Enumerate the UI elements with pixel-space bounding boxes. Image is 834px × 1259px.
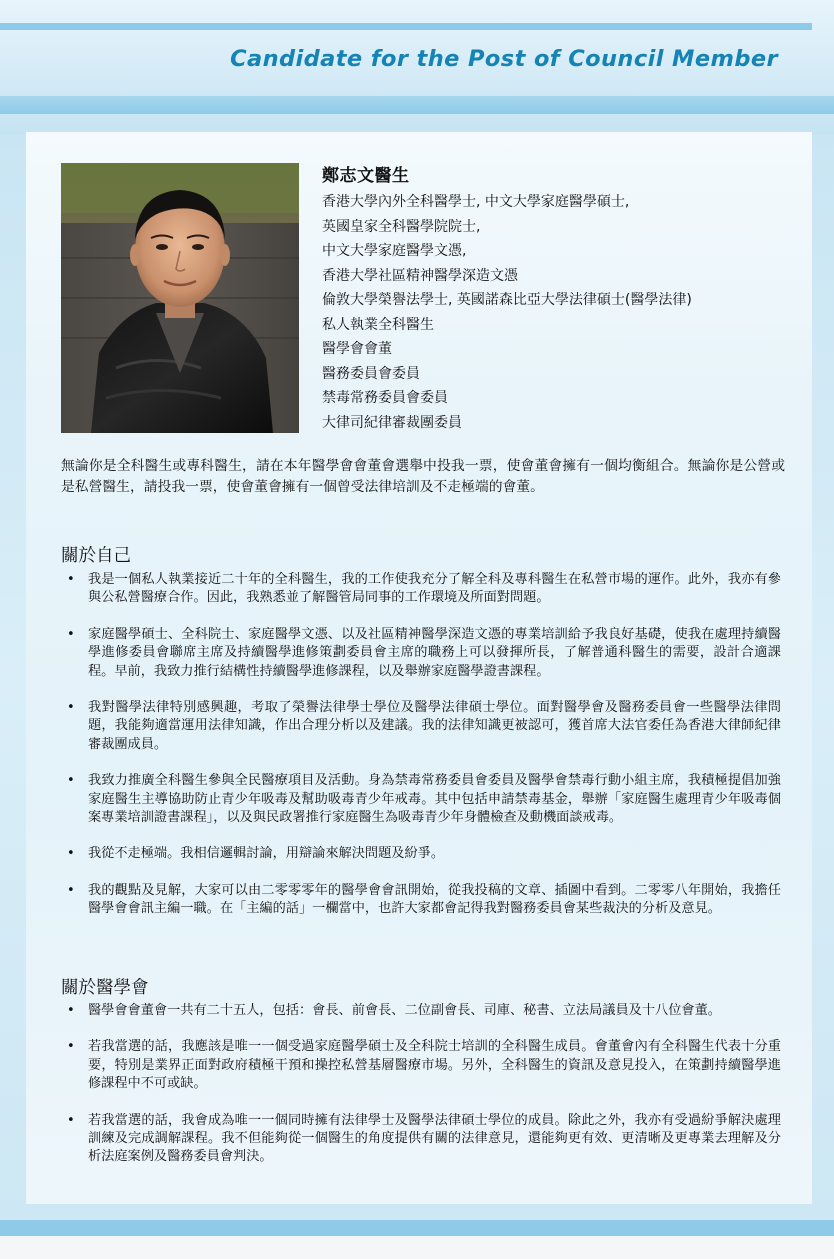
bullet-icon: • bbox=[67, 882, 75, 898]
bullet-text: 我從不走極端。我相信邏輯討論，用辯論來解決問題及紛爭。 bbox=[88, 846, 445, 862]
list-item bbox=[61, 1112, 781, 1167]
page-title: Candidate for the Post of Council Member bbox=[230, 46, 778, 72]
about-me-heading: 關於自己 bbox=[61, 546, 131, 566]
list-item bbox=[61, 1038, 781, 1093]
bullet-text: 我是一個私人執業接近二十年的全科醫生，我的工作使我充分了解全科及專科醫生在私營市場的運作。此外，我亦有參與公私營醫療合作。因此，我熟悉並了解醫管局同事的工作環境及所面對問題。 bbox=[88, 572, 781, 606]
intro-paragraph: 無論你是全科醫生或專科醫生，請在本年醫學會會董會選舉中投我一票，使會董會擁有一個均衡組合。無論你是公營或是私營醫生，請投我一票，使會董會擁有一個曾受法律培訓及不走極端的會董。 bbox=[61, 458, 785, 495]
bullet-text: 若我當選的話，我應該是唯一一個受過家庭醫學碩士及全科院士培訓的全科醫生成員。會董會內有全科醫生代表十分重要，特別是業界正面對政府積極干預和操控私營基層醫療市場。另外，全科醫生的資訊及意見投入，在策劃持續醫學進修課程中不可或缺。 bbox=[88, 1039, 781, 1092]
footer-strip bbox=[0, 1236, 834, 1259]
about-association-list bbox=[61, 1002, 781, 1167]
header-band bbox=[0, 96, 834, 114]
qualification-item: 禁毒常務委員會委員 bbox=[322, 390, 448, 406]
bullet-icon: • bbox=[67, 1003, 75, 1018]
bullet-icon: • bbox=[67, 846, 75, 862]
bullet-text: 我的觀點及見解，大家可以由二零零零年的醫學會會訊開始，從我投稿的文章、插圖中看到。二零零八年開始，我擔任醫學會會訊主編一職。在「主編的話」一欄當中，也許大家都會記得我對醫務委員會某些裁決的分析及意見。 bbox=[88, 882, 781, 917]
candidate-name: 鄭志文醫生 bbox=[322, 166, 410, 186]
qualification-item: 醫務委員會委員 bbox=[322, 365, 420, 382]
bullet-text: 我致力推廣全科醫生參與全民醫療項目及活動。身為禁毒常務委員會委員及醫學會禁毒行動小組主席，我積極提倡加強家庭醫生主導協助防止青少年吸毒及幫助吸毒青少年戒毒。其中包括申請禁毒基金，舉辦「家庭醫生處理青少年吸毒個案專業培訓證書課程」，以及與民政署推行家庭醫生為吸毒青少年身體檢查及動機面談戒毒。 bbox=[88, 773, 781, 826]
bullet-text: 若我當選的話，我會成為唯一一個同時擁有法律學士及醫學法律碩士學位的成員。除此之外，我亦有受過紛爭解決處理訓練及完成調解課程。我不但能夠從一個醫生的角度提供有關的法律意見，還能夠更有效、更清晰及更專業去理解及分析法庭案例及醫務委員會判決。 bbox=[88, 1112, 781, 1165]
qualifications-list bbox=[322, 190, 692, 435]
bullet-text: 醫學會會董會一共有二十五人，包括：會長、前會長、二位副會長、司庫、秘書、立法局議員及十八位會董。 bbox=[88, 1003, 721, 1018]
list-item bbox=[61, 626, 781, 681]
qualification-item: 倫敦大學榮譽法學士, 英國諾森比亞大學法律碩士(醫學法律) bbox=[322, 292, 692, 308]
bullet-icon: • bbox=[67, 700, 75, 716]
about-me-list bbox=[61, 571, 781, 919]
bullet-icon: • bbox=[67, 773, 75, 789]
bullet-icon: • bbox=[67, 1112, 75, 1128]
list-item bbox=[61, 845, 781, 863]
list-item bbox=[61, 571, 781, 608]
qualification-item: 醫學會會董 bbox=[322, 341, 392, 357]
qualification-item: 香港大學內外全科醫學士, 中文大學家庭醫學碩士, bbox=[322, 194, 630, 210]
list-item bbox=[61, 882, 781, 919]
bullet-text: 我對醫學法律特別感興趣，考取了榮譽法律學士學位及醫學法律碩士學位。面對醫學會及醫務委員會一些醫學法律問題，我能夠適當運用法律知識，作出合理分析以及建議。我的法律知識更被認可，獲首席大法官委任為香港大律師紀律審裁團成員。 bbox=[88, 700, 781, 752]
bullet-icon: • bbox=[67, 1039, 75, 1055]
candidate-photo bbox=[61, 163, 299, 433]
qualification-item: 私人執業全科醫生 bbox=[322, 316, 434, 333]
top-rule bbox=[0, 23, 812, 30]
qualification-item: 香港大學社區精神醫學深造文憑 bbox=[322, 267, 518, 284]
about-association-heading: 關於醫學會 bbox=[61, 978, 149, 998]
list-item bbox=[61, 1002, 781, 1020]
footer-band bbox=[0, 1220, 834, 1236]
bullet-icon: • bbox=[67, 572, 75, 587]
list-item bbox=[61, 699, 781, 754]
bullet-text: 家庭醫學碩士、全科院士、家庭醫學文憑、以及社區精神醫學深造文憑的專業培訓給予我良好基礎，使我在處理持續醫學進修委員會聯席主席及持續醫學進修策劃委員會主席的職務上可以發揮所長，了解普通科醫生的需要，設計合適課程。早前，我致力推行結構性持續醫學進修課程，以及舉辦家庭醫學證書課程。 bbox=[88, 626, 781, 679]
bullet-icon: • bbox=[67, 626, 75, 642]
list-item bbox=[61, 772, 781, 827]
qualification-item: 大律司紀律審裁團委員 bbox=[322, 414, 462, 431]
qualification-item: 英國皇家全科醫學院院士, bbox=[322, 218, 481, 235]
qualification-item: 中文大學家庭醫學文憑, bbox=[322, 243, 467, 259]
